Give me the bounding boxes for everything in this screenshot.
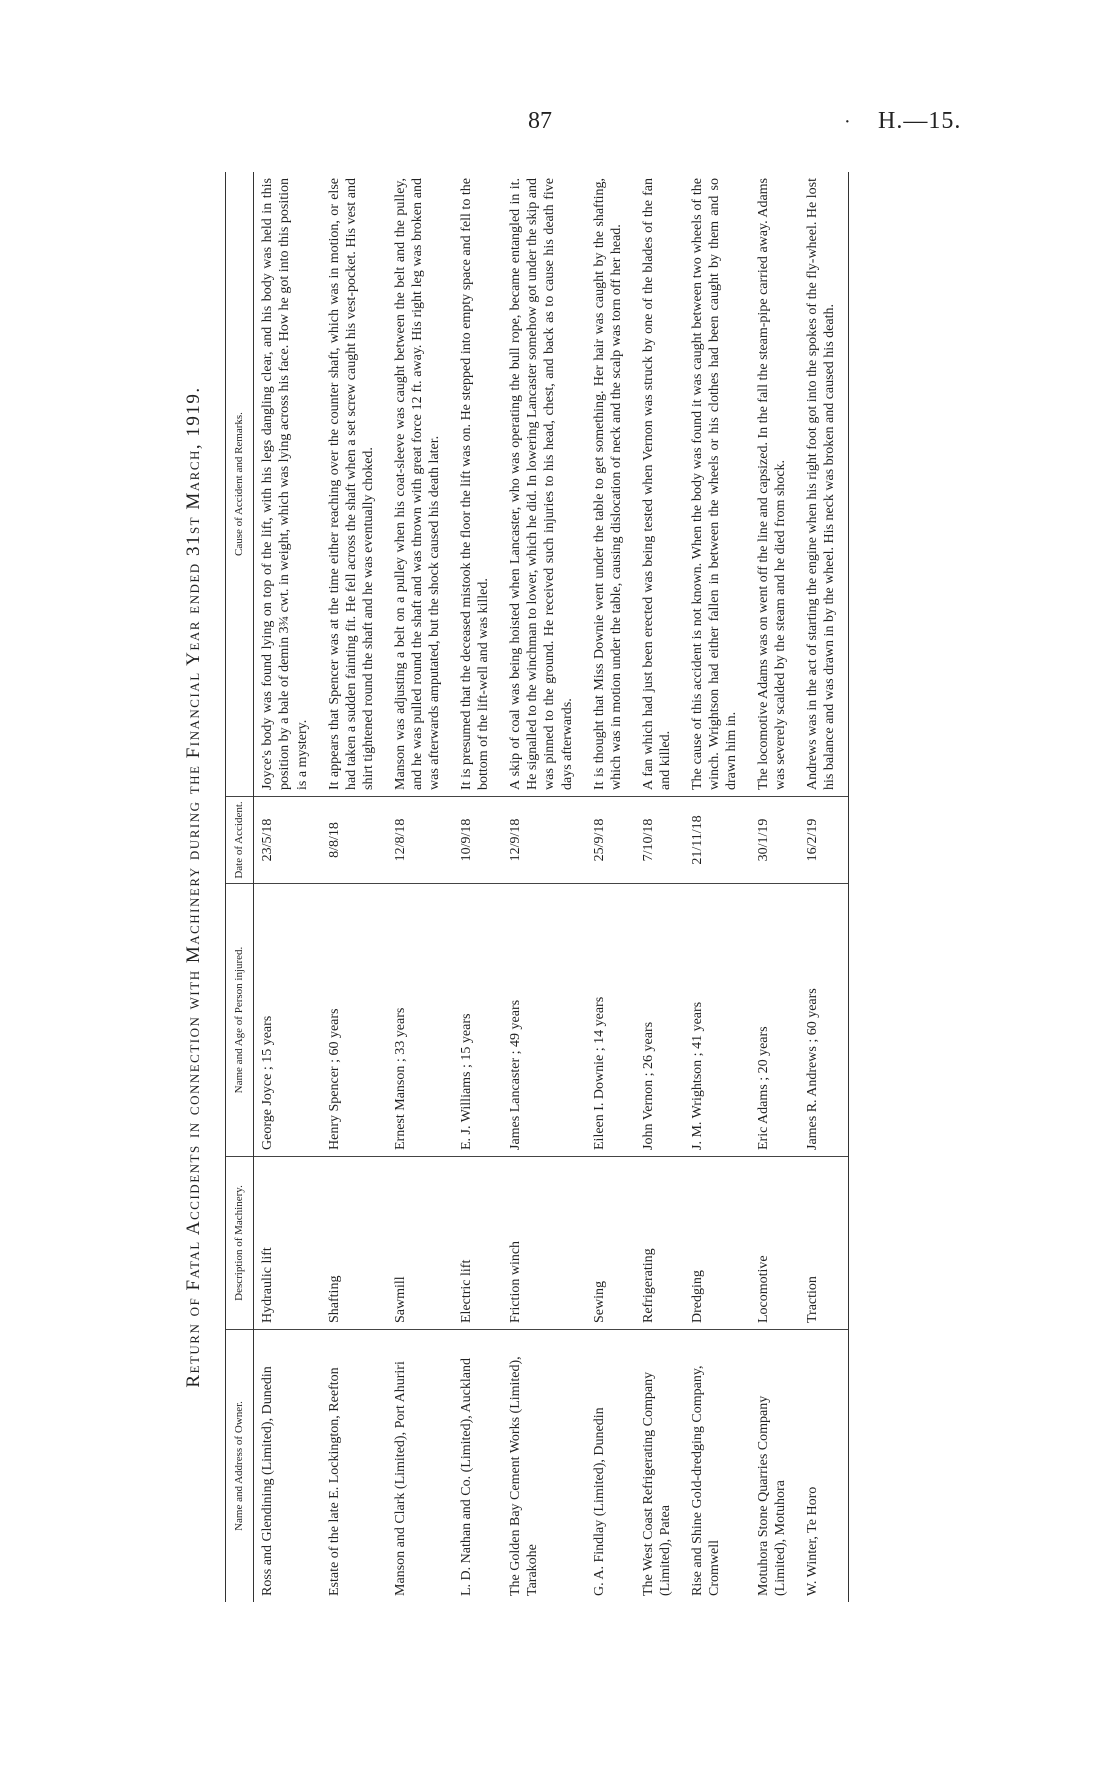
table-row xyxy=(586,172,635,1602)
page-number: 87 xyxy=(528,108,552,134)
rotated-table-region xyxy=(183,172,863,1602)
machinery-cell: Friction winch xyxy=(502,1157,585,1330)
machinery-cell: Shafting xyxy=(321,1157,387,1330)
person-cell: E. J. Williams ; 15 years xyxy=(453,884,502,1157)
person-cell: John Vernon ; 26 years xyxy=(635,884,684,1157)
date-cell: 8/8/18 xyxy=(321,797,387,884)
machinery-cell: Hydraulic lift xyxy=(254,1157,321,1330)
date-cell: 30/1/19 xyxy=(750,797,799,884)
machinery-cell: Dredging xyxy=(684,1157,750,1330)
owner-cell: The Golden Bay Cement Works (Limited), Tarakohe xyxy=(508,1356,541,1596)
date-cell: 10/9/18 xyxy=(453,797,502,884)
fatal-accidents-table xyxy=(225,172,849,1602)
table-title-text: Return of Fatal Accidents in connection with Machinery during the Financial Year ended 31st March, 1919. xyxy=(183,386,204,1388)
table-row xyxy=(750,172,799,1602)
return-sheet xyxy=(183,172,863,1602)
header-date: Date of Accident. xyxy=(226,797,254,884)
person-cell: James R. Andrews ; 60 years xyxy=(799,884,849,1157)
table-row xyxy=(387,172,453,1602)
machinery-cell: Electric lift xyxy=(453,1157,502,1330)
header-separator: · xyxy=(844,111,851,133)
header-owner: Name and Address of Owner. xyxy=(226,1330,254,1603)
machinery-cell: Sewing xyxy=(586,1157,635,1330)
date-cell: 25/9/18 xyxy=(586,797,635,884)
person-cell: George Joyce ; 15 years xyxy=(254,884,321,1157)
table-row xyxy=(635,172,684,1602)
machinery-cell: Locomotive xyxy=(750,1157,799,1330)
date-cell: 12/9/18 xyxy=(502,797,585,884)
cause-cell: It is presumed that the deceased mistook the floor the lift was on. He stepped into empty space and fell to the bottom of the lift-well and was killed. xyxy=(453,172,502,797)
header-machinery: Description of Machinery. xyxy=(226,1157,254,1330)
owner-cell: Motuhora Stone Quarries Company (Limited), Motuhora xyxy=(756,1395,789,1596)
header-person: Name and Age of Person injured. xyxy=(226,884,254,1157)
person-cell: Eileen I. Downie ; 14 years xyxy=(586,884,635,1157)
table-header-row xyxy=(226,172,254,1602)
cause-cell: A fan which had just been erected was being tested when Vernon was struck by one of the blades of the fan and killed. xyxy=(635,172,684,797)
date-cell: 16/2/19 xyxy=(799,797,849,884)
cause-cell: The locomotive Adams was on went off the line and capsized. In the fall the steam-pipe carried away. Adams was severely scalded by the steam and he died from shock. xyxy=(750,172,799,797)
owner-cell: Rise and Shine Gold-dredging Company, Cromwell xyxy=(689,1365,722,1596)
owner-cell: L. D. Nathan and Co. (Limited), Auckland xyxy=(459,1358,475,1596)
machinery-cell: Refrigerating xyxy=(635,1157,684,1330)
owner-cell: The West Coast Refrigerating Company (Limited), Patea xyxy=(640,1371,673,1596)
date-cell: 7/10/18 xyxy=(635,797,684,884)
table-row xyxy=(799,172,849,1602)
cause-cell: The cause of this accident is not known. When the body was found it was caught between two wheels of the winch. Wrightson had either fallen in between the wheels or his clothes had been caught by them and so drawn him in. xyxy=(684,172,750,797)
owner-cell: G. A. Findlay (Limited), Dunedin xyxy=(591,1407,607,1596)
date-cell: 12/8/18 xyxy=(387,797,453,884)
owner-cell: Manson and Clark (Limited), Port Ahuriri xyxy=(392,1361,408,1596)
person-cell: Henry Spencer ; 60 years xyxy=(321,884,387,1157)
document-reference: H.—15. xyxy=(878,108,962,134)
date-cell: 21/11/18 xyxy=(684,797,750,884)
person-cell: Ernest Manson ; 33 years xyxy=(387,884,453,1157)
owner-cell: Ross and Glendining (Limited), Dunedin xyxy=(260,1366,276,1596)
cause-cell: Joyce's body was found lying on top of the lift, with his legs dangling clear, and his body was held in this position by a bale of demin 3¾ cwt. in weight, which was lying across his face. How he got into this position is a mystery. xyxy=(254,172,321,797)
person-cell: James Lancaster ; 49 years xyxy=(502,884,585,1157)
owner-cell: Estate of the late E. Lockington, Reefton xyxy=(326,1367,342,1596)
table-row xyxy=(254,172,321,1602)
cause-cell: Manson was adjusting a belt on a pulley when his coat-sleeve was caught between the belt and the pulley, and he was pulled round the shaft and was thrown with great force 12 ft. away. His right leg was broken and was afterwards amputated, but the shock caused his death later. xyxy=(387,172,453,797)
cause-cell: Andrews was in the act of starting the engine when his right foot got into the spokes of the fly-wheel. He lost his balance and was drawn in by the wheel. His neck was broken and caused his death. xyxy=(799,172,849,797)
machinery-cell: Sawmill xyxy=(387,1157,453,1330)
table-row xyxy=(321,172,387,1602)
owner-cell: W. Winter, Te Horo xyxy=(799,1330,849,1603)
person-cell: J. M. Wrightson ; 41 years xyxy=(684,884,750,1157)
table-row xyxy=(453,172,502,1602)
cause-cell: It is thought that Miss Downie went under the table to get something. Her hair was caught by the shafting, which was in motion under the table, causing dislocation of neck and the scalp was torn off her head. xyxy=(586,172,635,797)
cause-cell: A skip of coal was being hoisted when Lancaster, who was operating the bull rope, became entangled in it. He signalled to the winchman to lower, which he did. In lowering Lancaster somehow got under the skip and was pinned to the ground. He received such injuries to his head, chest, and back as to cause his death five days afterwards. xyxy=(502,172,585,797)
header-cause: Cause of Accident and Remarks. xyxy=(226,172,254,797)
table-body xyxy=(254,172,849,1602)
person-cell: Eric Adams ; 20 years xyxy=(750,884,799,1157)
machinery-cell: Traction xyxy=(799,1157,849,1330)
date-cell: 23/5/18 xyxy=(254,797,321,884)
table-row xyxy=(502,172,585,1602)
table-row xyxy=(684,172,750,1602)
table-title xyxy=(183,172,223,1602)
cause-cell: It appears that Spencer was at the time either reaching over the counter shaft, which was in motion, or else had taken a sudden fainting fit. He fell across the shaft when a set screw caught his vest-pocket. His vest and shirt tightened round the shaft and he was eventually choked. xyxy=(321,172,387,797)
